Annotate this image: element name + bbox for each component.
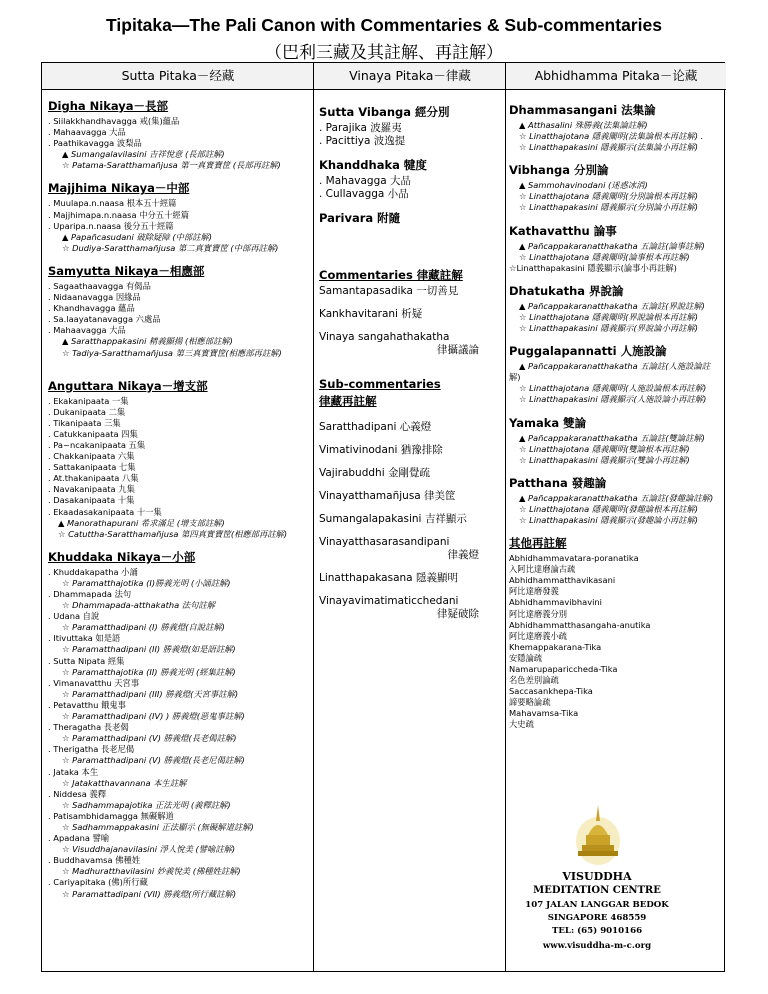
list-item: Vinayavimatimaticchedani — [319, 595, 459, 607]
centre-web: www.visuddha-m-c.org — [542, 941, 652, 951]
spacer — [319, 503, 501, 513]
list-item: . Sutta Nipata 經集 — [48, 655, 125, 666]
list-item: . Khuddakapatha 小誦 — [48, 566, 138, 577]
list-item: ☆ Paramatthadipani (I) 勝義燈(自說註解) — [62, 622, 225, 633]
centre-address: 107 JALAN LANGGAR BEDOK — [525, 900, 669, 910]
list-item: . Pacittiya 波逸提 — [319, 135, 406, 147]
list-item: Abhidhammavatara-poranatika — [509, 553, 639, 564]
spacer — [509, 274, 723, 284]
list-item: . Ekaadasakanipaata 十一集 — [48, 506, 162, 517]
list-item: ☆ Paramatthajotika (I)勝義光明 (小誦註解) — [62, 577, 231, 588]
spacer — [319, 526, 501, 536]
list-item: ▲ Papañcasudani 破除疑障 (中部註解) — [62, 231, 212, 242]
list-item: . Dhammapada 法句 — [48, 589, 132, 599]
spacer — [319, 148, 501, 158]
spacer — [48, 359, 310, 369]
list-item: Samantapasadika 一切善見 — [319, 285, 459, 297]
list-item: ▲ Manorathapurani 希求滿足 (增支部註解) — [58, 517, 225, 528]
list-item: . Nidaanavagga 因緣品 — [48, 292, 141, 303]
section-heading: Vibhanga 分別論 — [509, 163, 609, 178]
list-item: ☆ Linatthajotana 隱義闡明(分別論根本再註解) — [519, 191, 698, 202]
list-item: ☆ Jatakatthavannana 本生註解 — [62, 777, 187, 788]
list-item: . Ekakanipaata 一集 — [48, 395, 129, 406]
list-item: . Mahaavagga 大品 — [48, 325, 126, 336]
list-item: 律義燈 — [447, 549, 479, 561]
list-item: Abhidhammatthasangaha-anutika — [509, 619, 651, 630]
list-item: ▲ Pañcappakaranatthakatha 五論註(雙論註解) — [519, 432, 705, 443]
list-item: ▲ Pañcappakaranatthakatha 五論註(界說註解) — [519, 300, 705, 311]
section-heading: Khanddhaka 犍度 — [319, 158, 427, 172]
list-item: Vinayatthasarasandipani — [319, 536, 450, 548]
list-item: . Udana 自說 — [48, 611, 100, 622]
list-item: 律攝議論 — [437, 344, 479, 356]
section-heading: Parivara 附隨 — [319, 211, 401, 225]
centre-tel: TEL: (65) 9010166 — [551, 926, 643, 936]
list-item: . Paathikavagga 波梨品 — [48, 138, 142, 149]
header-vinaya: Vinaya Pitaka－律藏 — [314, 63, 506, 90]
list-item: . Muulapa.n.naasa 根本五十經篇 — [48, 198, 177, 209]
list-item: . Khandhavagga 蘊品 — [48, 303, 135, 314]
list-item: Sumangalapakasini 吉祥顯示 — [319, 513, 467, 525]
spacer — [319, 298, 501, 308]
list-item: ☆ Dhammapada-atthakatha 法句註解 — [62, 600, 215, 611]
spacer — [319, 357, 501, 367]
list-item: . Theragatha 長老偈 — [48, 722, 129, 733]
list-item: ☆ Dudiya-Saratthamañjusa 第二真實寶筐 (中部再註解) — [62, 242, 279, 253]
list-item: Abhidhammatthavikasani — [509, 575, 616, 586]
list-item: Vinaya sangahathakatha — [319, 331, 450, 343]
list-item: 律疑破除 — [437, 608, 479, 620]
spacer — [319, 585, 501, 595]
spacer — [48, 254, 310, 264]
list-item: . Dasakanipaata 十集 — [48, 495, 135, 506]
column-divider — [505, 63, 506, 971]
list-item: 諦要略論疏 — [509, 697, 551, 708]
list-item: . Petavatthu 餓鬼事 — [48, 699, 126, 710]
spacer — [319, 321, 501, 331]
list-item: . Buddhavamsa 佛種姓 — [48, 855, 141, 866]
list-item: . Majjhimapa.n.naasa 中分五十經篇 — [48, 209, 189, 220]
list-item: . Niddesa 義釋 — [48, 788, 107, 799]
list-item: . Patisambhidamagga 無礙解道 — [48, 810, 174, 821]
spacer — [509, 526, 723, 536]
list-item: ☆ Tadiya-Saratthamañjusa 第三真實寶筐(相應部再註解) — [62, 347, 282, 358]
page-subtitle: （巴利三藏及其註解、再註解） — [265, 43, 503, 63]
list-item: ☆ Catuttha-Saratthamañjusa 第四真實寶筐(相應部再註解) — [58, 528, 288, 539]
list-item: ▲ Pañcappakaranatthakatha 五論註(人施設論註 — [519, 361, 710, 372]
list-item: ▲ Atthasalini 殊勝義(法集論註解) — [519, 120, 648, 130]
list-item: . Parajika 波羅夷 — [319, 122, 402, 134]
section-heading: Dhatukatha 界說論 — [509, 283, 624, 298]
list-item: ☆ Madhuratthavilasini 妙義悅美 (佛種姓註解) — [62, 866, 241, 877]
list-item: ☆ Sadhammappakasini 正法顯示 (無礙解道註解) — [62, 821, 254, 832]
section-heading: Sub-commentaries — [319, 377, 441, 391]
vinaya-column — [319, 90, 501, 971]
centre-name: VISUDDHA — [562, 870, 632, 883]
header-sutta: Sutta Pitaka－经藏 — [42, 63, 314, 90]
section-heading: Khuddaka Nikaya－小部 — [48, 549, 196, 564]
spacer — [48, 540, 310, 550]
list-item: ☆ Paramatthadipani (V) 勝義燈(長老尼偈註解) — [62, 755, 245, 766]
list-item: . Navakanipaata 九集 — [48, 484, 135, 495]
list-item: Namarupapariccheda-Tika — [509, 664, 618, 674]
list-item: ☆ Sadhammapajotika 正法光明 (義釋註解) — [62, 799, 231, 810]
column-divider — [313, 63, 314, 971]
section-heading: 其他再註解 — [509, 536, 567, 551]
list-item: . Cullavagga 小品 — [319, 188, 409, 200]
section-heading: Patthana 發趣論 — [509, 475, 607, 490]
list-item: . Sattakanipaata 七集 — [48, 462, 136, 473]
list-item: . Vimanavatthu 天宮事 — [48, 677, 140, 688]
list-item: 解) — [509, 372, 521, 383]
spacer — [319, 228, 501, 238]
section-heading: Digha Nikaya－長部 — [48, 99, 169, 113]
spacer — [319, 457, 501, 467]
list-item: ☆ Paramatthadipani (IV) ) 勝義燈(惡鬼事註解) — [62, 711, 245, 722]
list-item: . Cariyapitaka (佛)所行藏 — [48, 877, 148, 888]
list-item: . Uparipa.n.naasa 後分五十經篇 — [48, 220, 174, 231]
list-item: . Tikanipaata 三集 — [48, 417, 121, 428]
list-item: ▲ Sumangalavilasini 吉祥悅意 (長部註解) — [62, 149, 225, 160]
list-item: ☆ Paramatthajotika (II) 勝義光明 (經集註解) — [62, 666, 236, 677]
list-item: . Mahaavagga 大品 — [48, 127, 126, 138]
list-item: ☆ Linatthajotana 隱義闡明(人施設論根本再註解) — [519, 383, 707, 394]
list-item: Abhidhammavibhavini — [509, 597, 602, 608]
section-heading: Commentaries 律藏註解 — [319, 268, 463, 282]
list-item: 名色差別論疏 — [509, 675, 559, 686]
list-item: ☆ Linatthajotana 隱義闡明(法集論根本再註解) . — [519, 131, 704, 142]
header-abhidhamma: Abhidhamma Pitaka－论藏 — [506, 63, 726, 90]
list-item: . Sa.laayatanavagga 六處品 — [48, 314, 161, 325]
list-item: ☆ Paramatthadipani (II) 勝義燈(如是語註解) — [62, 644, 236, 655]
spacer — [319, 201, 501, 211]
list-item: . Catukkanipaata 四集 — [48, 428, 138, 439]
spacer — [509, 214, 723, 224]
list-item: . Siilakkhandhavagga 戒(集)蘊品 — [48, 116, 180, 126]
list-item: 阿比達磨義小疏 — [509, 630, 568, 641]
list-item: ☆ Patama-Saratthamañjusa 第一真實寶筐 (長部再註解) — [62, 160, 281, 171]
list-item: ☆ Visuddhajanavilasini 淨人悅美 (譬喻註解) — [62, 844, 236, 855]
list-item: Saccasankhepa-Tika — [509, 686, 593, 697]
list-item: ☆ Linatthapakasini 隱義顯示(分別論小再註解) — [519, 202, 699, 213]
list-item: ☆ Paramatthadipani (V) 勝義燈(長老偈註解) — [62, 733, 237, 744]
list-item: Vajirabuddhi 金剛覺疏 — [319, 467, 430, 479]
spacer — [509, 334, 723, 344]
list-item: Khemappakarana-Tika — [509, 641, 602, 652]
centre-city: SINGAPORE 468559 — [547, 913, 647, 923]
section-heading: Majjhima Nikaya－中部 — [48, 181, 190, 196]
section-heading: Puggalapannatti 人施設論 — [509, 344, 667, 359]
spacer — [509, 153, 723, 163]
spacer — [319, 248, 501, 258]
list-item: . Apadana 譬喻 — [48, 833, 110, 844]
spacer — [319, 562, 501, 572]
list-item: 大史疏 — [509, 719, 534, 730]
spacer — [319, 238, 501, 248]
list-item: Vinayatthamañjusa 律美筐 — [319, 490, 456, 502]
list-item: ☆ Linatthajotana 隱義闡明(界說論根本再註解) — [519, 311, 698, 322]
list-item: . At.thakanipaata 八集 — [48, 473, 139, 484]
section-heading: Kathavatthu 論事 — [509, 223, 617, 238]
list-item: ☆Linatthapakasini 隱義顯示(論事小再註解) — [509, 262, 677, 273]
spacer — [319, 411, 501, 421]
spacer — [509, 466, 723, 476]
stupa-logo-icon — [574, 801, 622, 867]
list-item: ☆ Linatthapakasini 隱義顯示(界說論小再註解) — [519, 323, 699, 334]
list-item: ☆ Linatthapakasini 隱義顯示(雙論小再註解) — [519, 454, 690, 465]
sutta-column — [48, 90, 310, 971]
list-item: Linatthapakasana 隱義顯明 — [319, 572, 458, 584]
list-item: 阿比達磨義分別 — [509, 608, 568, 619]
list-item: ☆ Paramatthadipani (III) 勝義燈(天宮事註解) — [62, 688, 239, 699]
list-item: ☆ Linatthapakasini 隱義顯示(發趣論小再註解) — [519, 514, 699, 525]
list-item: ☆ Linatthajotana 隱義闡明(發趣論根本再註解) — [519, 503, 698, 514]
tipitaka-table — [41, 62, 725, 972]
list-item: ▲ Sammohavinodani (迷惑冰消) — [519, 180, 648, 191]
section-heading: Samyutta Nikaya－相應部 — [48, 263, 205, 278]
list-item: . Dukanipaata 二集 — [48, 406, 126, 417]
list-item: Mahavamsa-Tika — [509, 708, 579, 719]
spacer — [48, 171, 310, 181]
list-item: ▲ Pañcappakaranatthakatha 五論註(發趣論註解) — [519, 492, 714, 503]
list-item: Kankhavitarani 析疑 — [319, 308, 423, 320]
page-title: Tipitaka—The Pali Canon with Commentaries & Sub-commentaries — [106, 15, 662, 35]
spacer — [319, 434, 501, 444]
section-heading: Yamaka 雙論 — [509, 415, 587, 430]
spacer — [509, 406, 723, 416]
spacer — [319, 258, 501, 268]
list-item: Saratthadipani 心義燈 — [319, 421, 432, 433]
list-item: ☆ Linatthapakasini 隱義顯示(人施設論小再註解) — [519, 394, 707, 405]
list-item: 阿比達磨發義 — [509, 586, 559, 597]
list-item: ▲ Saratthappakasini 精義顯揚 (相應部註解) — [62, 336, 233, 347]
list-item: ☆ Linatthapakasini 隱義顯示(法集論小再註解) — [519, 142, 699, 153]
list-item: ☆ Linatthajotana 隱義闡明(雙論根本再註解) — [519, 443, 690, 454]
list-item: . Therigatha 長老尼偈 — [48, 744, 135, 755]
list-item: . Pa~ncakanipaata 五集 — [48, 439, 146, 450]
list-item: . Sagaathaavagga 有偈品 — [48, 280, 151, 291]
spacer — [48, 369, 310, 379]
list-item: . Itivuttaka 如是語 — [48, 633, 121, 644]
centre-line2: MEDITATION CENTRE — [533, 885, 661, 896]
section-heading: Anguttara Nikaya－增支部 — [48, 378, 208, 393]
list-item: ▲ Pañcappakaranatthakatha 五論註(論事註解) — [519, 240, 705, 251]
list-item: Vimativinodani 猶豫排除 — [319, 444, 443, 456]
list-item: 安隱論疏 — [509, 652, 543, 663]
list-item: . Jataka 本生 — [48, 766, 99, 777]
section-heading: Dhammasangani 法集論 — [509, 103, 656, 117]
spacer — [319, 480, 501, 490]
spacer — [319, 367, 501, 377]
list-item: ☆ Paramattadipani (VII) 勝義燈(所行藏註解) — [62, 888, 237, 899]
list-item: . Chakkanipaata 六集 — [48, 451, 135, 462]
list-item: 入阿比達磨論古疏 — [509, 564, 576, 575]
list-item: ☆ Linatthajotana 隱義闡明(論事根本再註解) — [519, 251, 690, 262]
list-item: . Mahavagga 大品 — [319, 175, 412, 187]
section-heading: 律藏再註解 — [319, 394, 377, 408]
section-heading: Sutta Vibanga 經分別 — [319, 105, 450, 119]
